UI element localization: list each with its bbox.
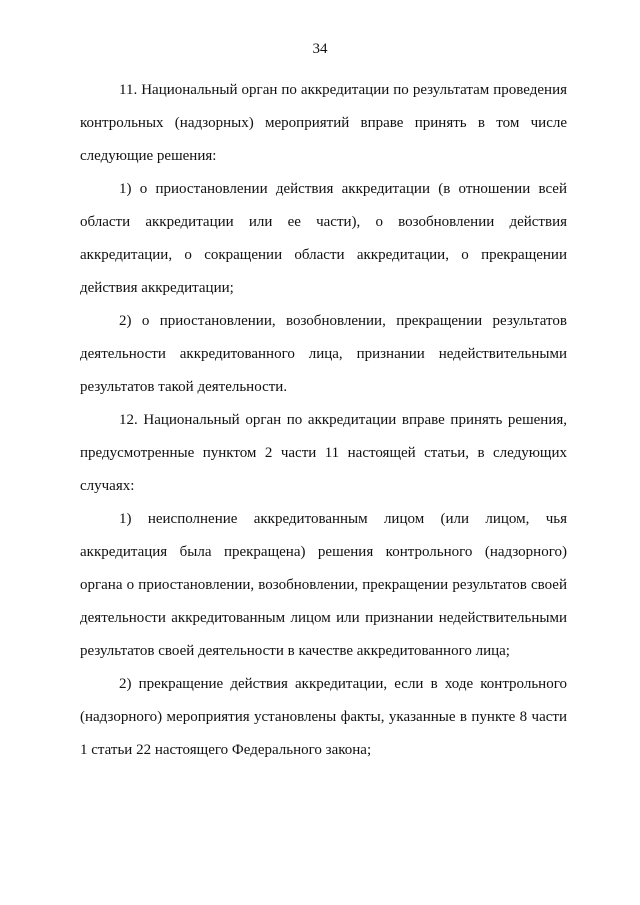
paragraph-11-item-2: 2) о приостановлении, возобновлении, прекращении результатов деятельности аккредитованного лица, признании недействительными результатов такой деятельности. (80, 313, 567, 395)
paragraph-11-item-1: 1) о приостановлении действия аккредитации (в отношении всей области аккредитации или ее части), о возобновлении действия аккредитации, о сокращении области аккредитации, о прекращении действия аккредитации; (80, 181, 567, 296)
document-body (80, 74, 567, 767)
paragraph-12: 12. Национальный орган по аккредитации вправе принять решения, предусмотренные пунктом 2 части 11 настоящей статьи, в следующих случаях: (80, 412, 567, 494)
paragraph-12-item-2: 2) прекращение действия аккредитации, если в ходе контрольного (надзорного) мероприятия установлены факты, указанные в пункте 8 части 1 статьи 22 настоящего Федерального закона; (80, 676, 567, 758)
paragraph-12-item-1: 1) неисполнение аккредитованным лицом (или лицом, чья аккредитация была прекращена) решения контрольного (надзорного) органа о приостановлении, возобновлении, прекращении результатов своей деятельности аккредитованным лицом или признании недействительными результатов своей деятельности в качестве аккредитованного лица; (80, 511, 567, 659)
paragraph-11: 11. Национальный орган по аккредитации по результатам проведения контрольных (надзорных) мероприятий вправе принять в том числе следующие решения: (80, 82, 567, 164)
page-number: 34 (312, 41, 328, 57)
